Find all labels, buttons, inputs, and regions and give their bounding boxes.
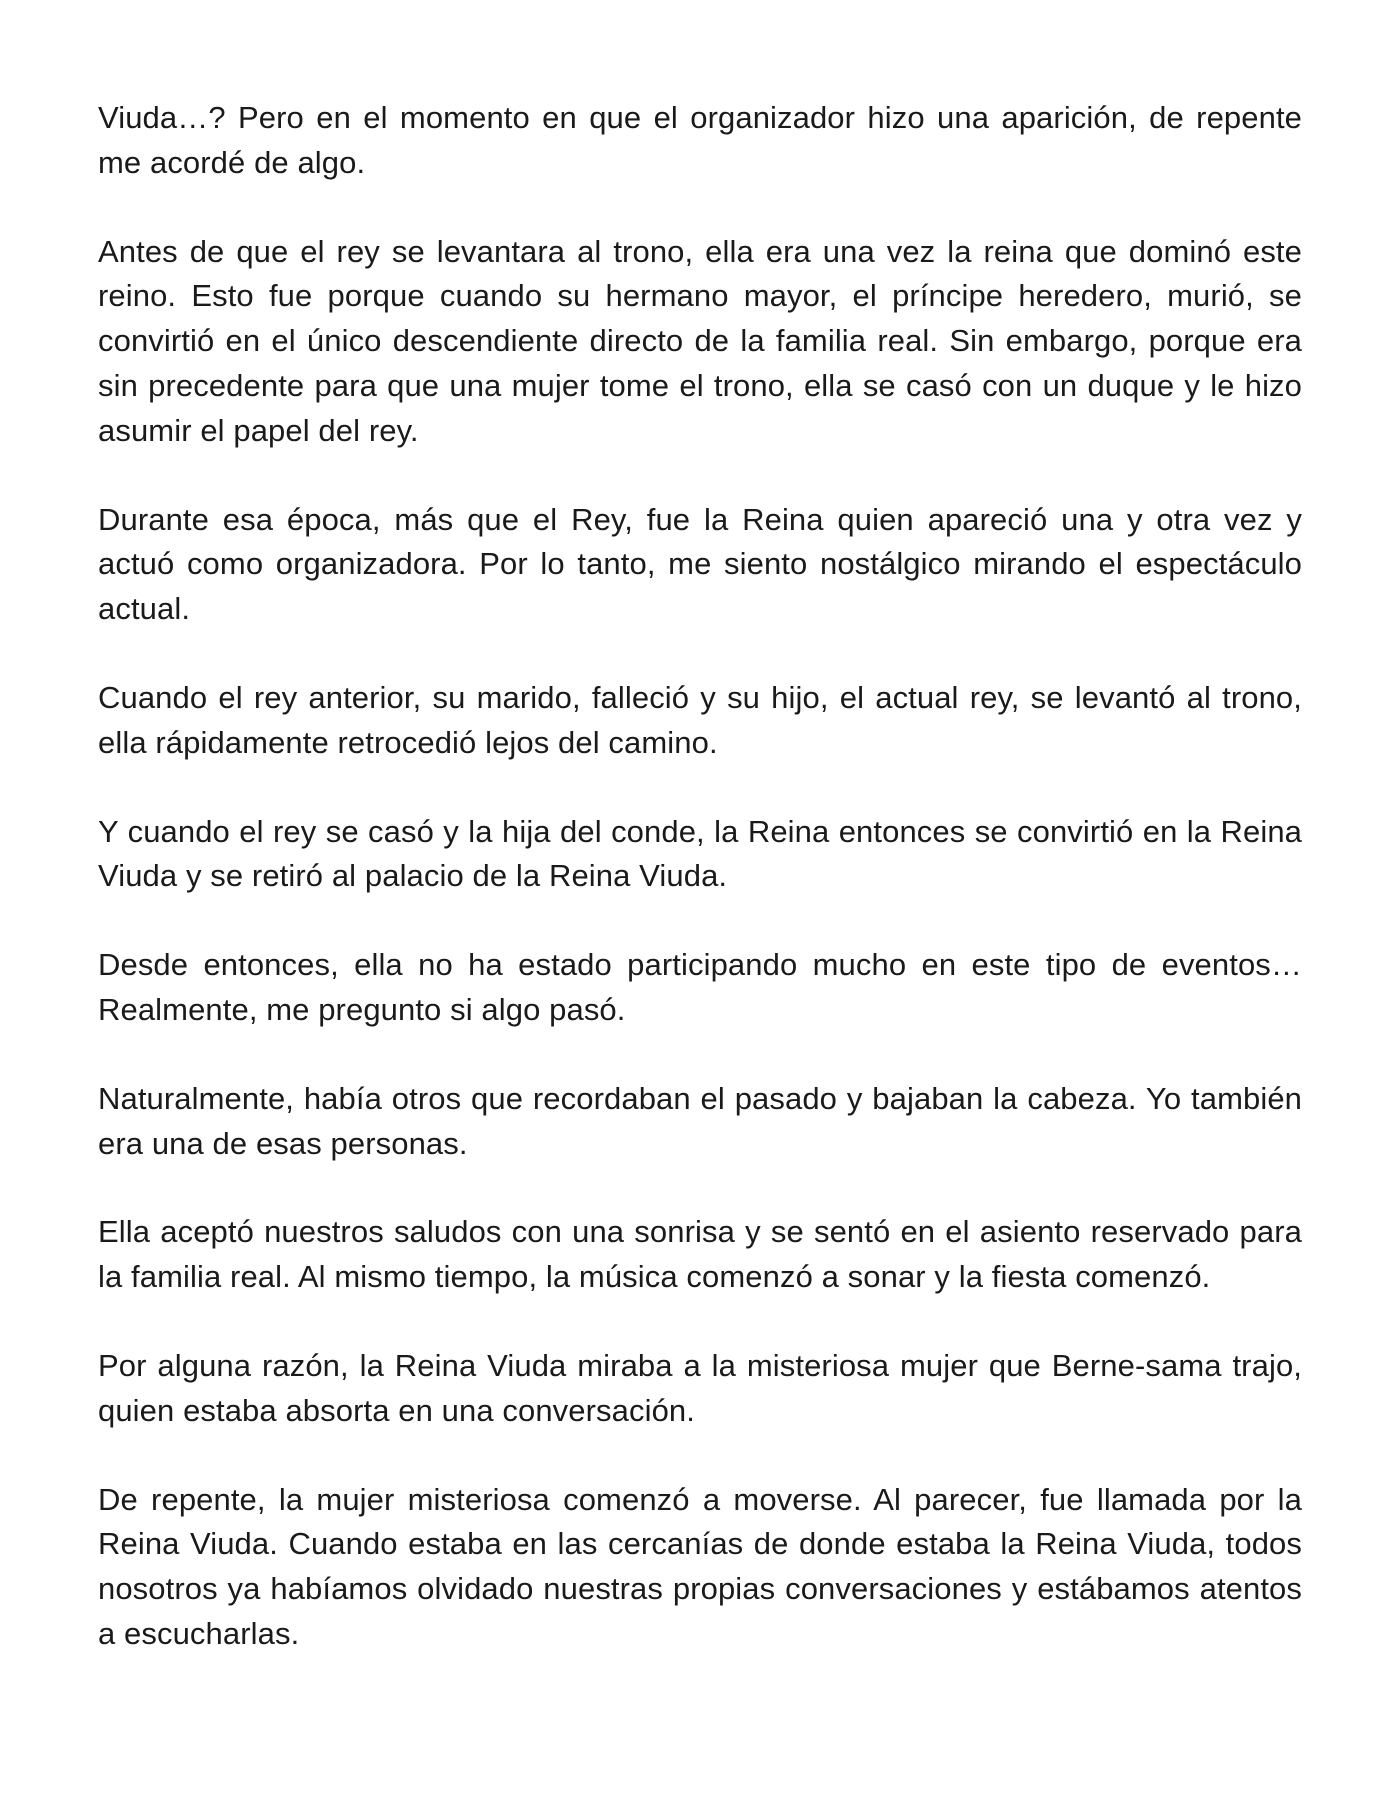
paragraph-9: Por alguna razón, la Reina Viuda miraba a la misteriosa mujer que Berne-sama trajo, quien estaba absorta en una conversación. [98,1347,1302,1428]
paragraph-8: Ella aceptó nuestros saludos con una sonrisa y se sentó en el asiento reservado para la familia real. Al mismo tiempo, la música comenzó a sonar y la fiesta comenzó. [98,1214,1302,1295]
paragraph-6: Desde entonces, ella no ha estado participando mucho en este tipo de eventos… Realmente, me pregunto si algo pasó. [98,947,1302,1027]
document-page [98,96,1302,1657]
paragraph-7: Naturalmente, había otros que recordaban el pasado y bajaban la cabeza. Yo también era una de esas personas. [98,1080,1302,1161]
paragraph-2: Antes de que el rey se levantara al trono, ella era una vez la reina que dominó este reino. Esto fue porque cuando su hermano mayor, el príncipe heredero, murió, se convirtió en el único descendiente directo de la familia real. Sin embargo, porque era sin precedente para que una mujer tome el trono, ella se casó con un duque y le hizo asumir el papel del rey. [98,233,1302,448]
paragraph-4: Cuando el rey anterior, su marido, falleció y su hijo, el actual rey, se levantó al trono, ella rápidamente retrocedió lejos del camino. [98,679,1302,760]
paragraph-10: De repente, la mujer misteriosa comenzó a moverse. Al parecer, fue llamada por la Reina Viuda. Cuando estaba en las cercanías de donde estaba la Reina Viuda, todos nosotros ya habíamos olvidado nuestras propias conversaciones y estábamos atentos a escucharlas. [98,1481,1302,1651]
paragraph-3: Durante esa época, más que el Rey, fue la Reina quien apareció una y otra vez y actuó como organizadora. Por lo tanto, me siento nostálgico mirando el espectáculo actual. [98,501,1302,627]
paragraph-5: Y cuando el rey se casó y la hija del conde, la Reina entonces se convirtió en la Reina Viuda y se retiró al palacio de la Reina Viuda. [98,813,1302,894]
paragraph-1: Viuda…? Pero en el momento en que el organizador hizo una aparición, de repente me acordé de algo. [98,100,1302,180]
